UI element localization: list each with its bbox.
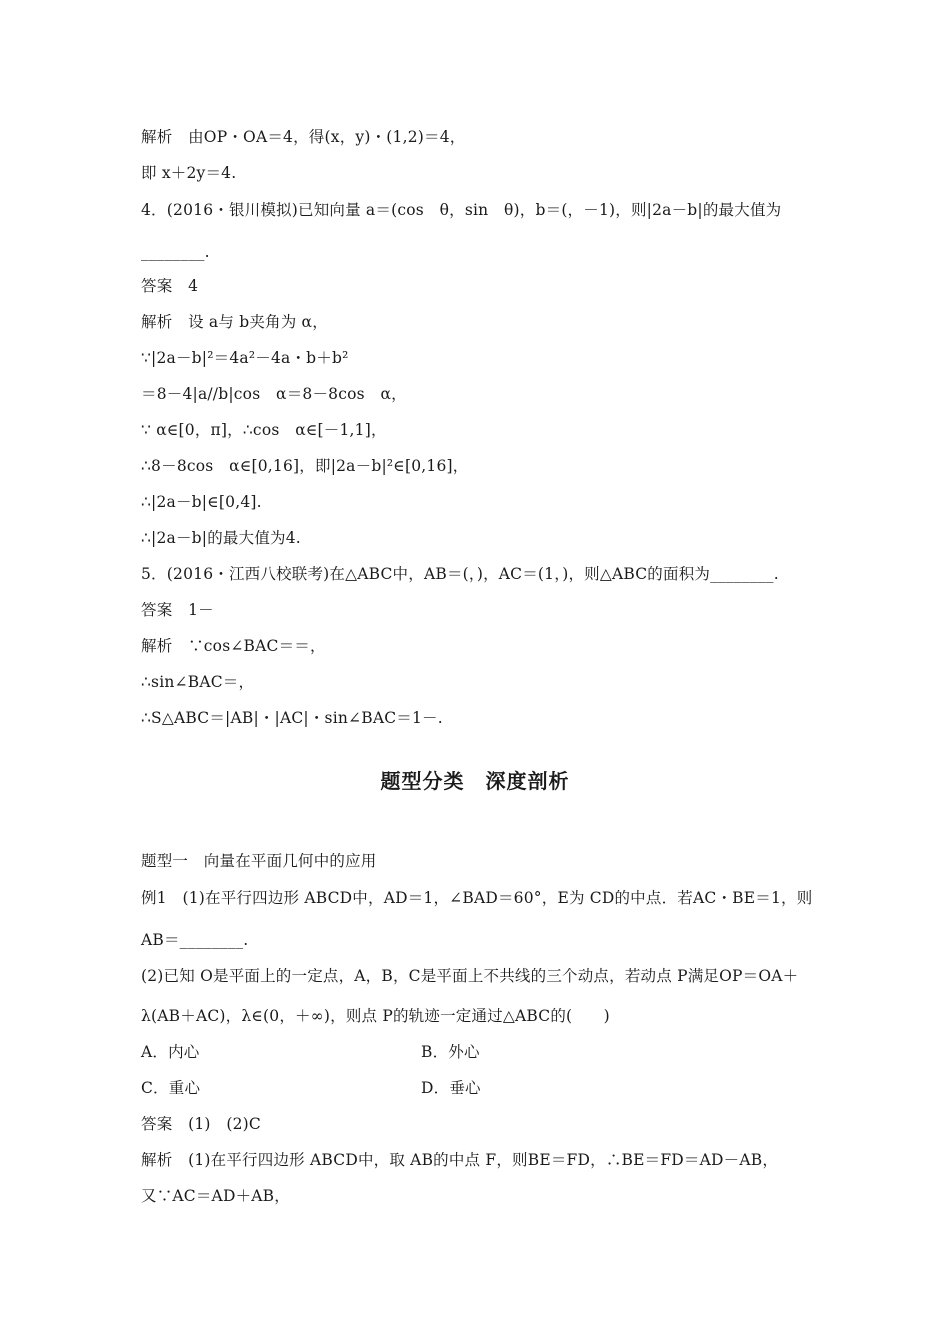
answer-blank: ________.	[141, 243, 210, 261]
answer-line: 答案 (1) (2)C	[141, 1115, 261, 1133]
text-line: ＝8－4|a//b|cos α＝8－8cos α，	[141, 385, 407, 403]
text-line: 解析 设 a与 b夹角为 α，	[141, 313, 328, 331]
question-5: 5．(2016・江西八校联考)在△ABC中，AB＝(，)，AC＝(1，)，则△ABC的面积为________.	[141, 565, 779, 583]
text-line: 解析 (1)在平行四边形 ABCD中，取 AB的中点 F，则BE＝FD，∴BE＝FD＝AD－AB，	[141, 1151, 779, 1169]
text-line: ∵ α∈[0，π]，∴cos α∈[－1,1]，	[141, 421, 387, 439]
section-heading: 题型分类 深度剖析	[380, 769, 570, 793]
question-4: 4．(2016・银川模拟)已知向量 a＝(cos θ，sin θ)，b＝(，－1)，则|2a－b|的最大值为	[141, 201, 782, 219]
option-c: C．重心	[141, 1079, 201, 1097]
text-line: ∴S△ABC＝|AB|・|AC|・sin∠BAC＝1－.	[141, 709, 443, 727]
answer-blank: AB＝________.	[141, 931, 249, 949]
text-line: ∵|2a－b|²＝4a²－4a・b＋b²	[141, 349, 349, 367]
text-line: ∴sin∠BAC＝，	[141, 673, 255, 691]
option-b: B．外心	[421, 1043, 480, 1061]
text-line: ∴|2a－b|的最大值为4.	[141, 529, 301, 547]
option-a: A．内心	[141, 1043, 200, 1061]
text-line: ∴|2a－b|∈[0,4].	[141, 493, 262, 511]
text-line: 解析 ∵cos∠BAC＝＝，	[141, 637, 326, 655]
text-line: 又∵AC＝AD＋AB，	[141, 1187, 290, 1205]
text-line: λ(AB＋AC)，λ∈(0，＋∞)，则点 P的轨迹一定通过△ABC的( )	[141, 1007, 610, 1025]
text-line: ∴8－8cos α∈[0,16]，即|2a－b|²∈[0,16]，	[141, 457, 469, 475]
answer-line: 答案 1－	[141, 601, 214, 619]
answer-line: 答案 4	[141, 277, 199, 295]
text-line: 解析 由OP・OA＝4，得(x，y)・(1,2)＝4，	[141, 128, 466, 146]
example-1: 例1 (1)在平行四边形 ABCD中，AD＝1，∠BAD＝60°，E为 CD的中点．若AC・BE＝1，则	[141, 889, 813, 907]
text-line: (2)已知 O是平面上的一定点，A，B，C是平面上不共线的三个动点，若动点 P满足OP＝OA＋	[141, 967, 799, 985]
text-line: 即 x＋2y＝4.	[141, 164, 237, 182]
topic-title: 题型一 向量在平面几何中的应用	[141, 852, 377, 870]
option-d: D．垂心	[421, 1079, 481, 1097]
